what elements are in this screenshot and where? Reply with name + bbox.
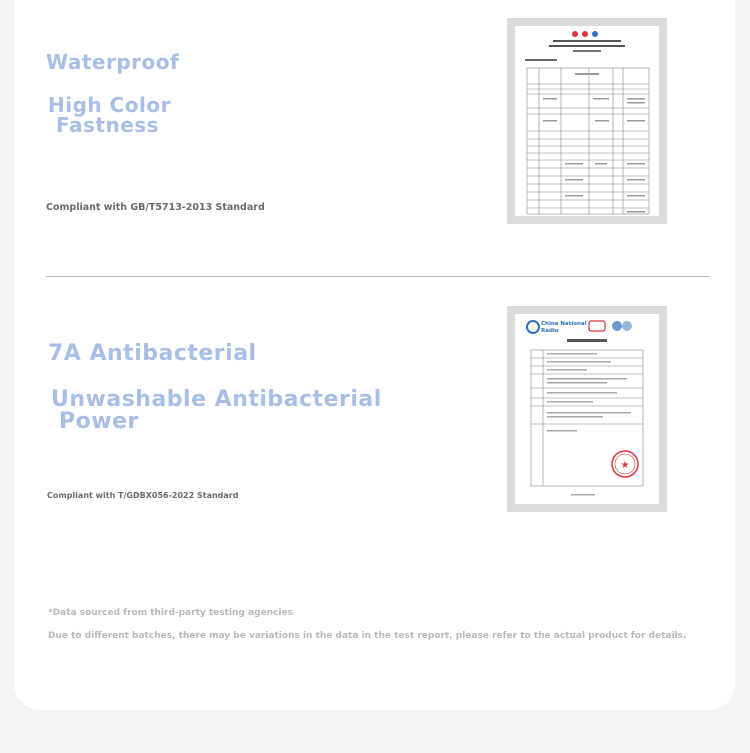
- color-fastness-line2: Fastness: [56, 113, 160, 137]
- certification-mark-icon: [589, 321, 605, 331]
- test-report-sheet-2: [515, 314, 659, 504]
- data-source-note: *Data sourced from third-party testing agencies: [48, 608, 293, 618]
- color-fastness-line1: High Color: [48, 93, 171, 117]
- color-fastness-heading: [48, 95, 171, 135]
- antibacterial-7a-heading: 7A Antibacterial: [48, 341, 257, 366]
- test-report-sheet-1: [515, 26, 659, 216]
- waterproof-heading: Waterproof: [46, 50, 180, 74]
- standard-gb-t5713: Compliant with GB/T5713-2013 Standard: [46, 202, 265, 213]
- unwashable-antibacterial-line1: Unwashable Antibacterial: [51, 387, 382, 412]
- test-report-image-2: [507, 306, 667, 512]
- accreditation-mark-icon: [612, 321, 622, 331]
- test-report-table-graphic: [515, 26, 659, 216]
- unwashable-antibacterial-line2: Power: [59, 409, 139, 434]
- logo-text-line2: Radio: [541, 328, 559, 334]
- section-divider: [46, 276, 710, 277]
- logo-text-line1: China National: [541, 321, 587, 327]
- test-report-certificate-graphic: [515, 314, 659, 504]
- test-report-image-1: [507, 18, 667, 224]
- batch-variation-disclaimer: Due to different batches, there may be variations in the data in the test report, please refer to the actual product for details.: [48, 631, 687, 641]
- radio-logo-icon: [527, 321, 539, 333]
- unwashable-antibacterial-heading: [51, 389, 382, 433]
- seal-star-icon: ★: [620, 460, 630, 471]
- standard-t-gdbx056: Compliant with T/GDBX056-2022 Standard: [47, 491, 239, 500]
- cnas-mark-icon: [622, 321, 632, 331]
